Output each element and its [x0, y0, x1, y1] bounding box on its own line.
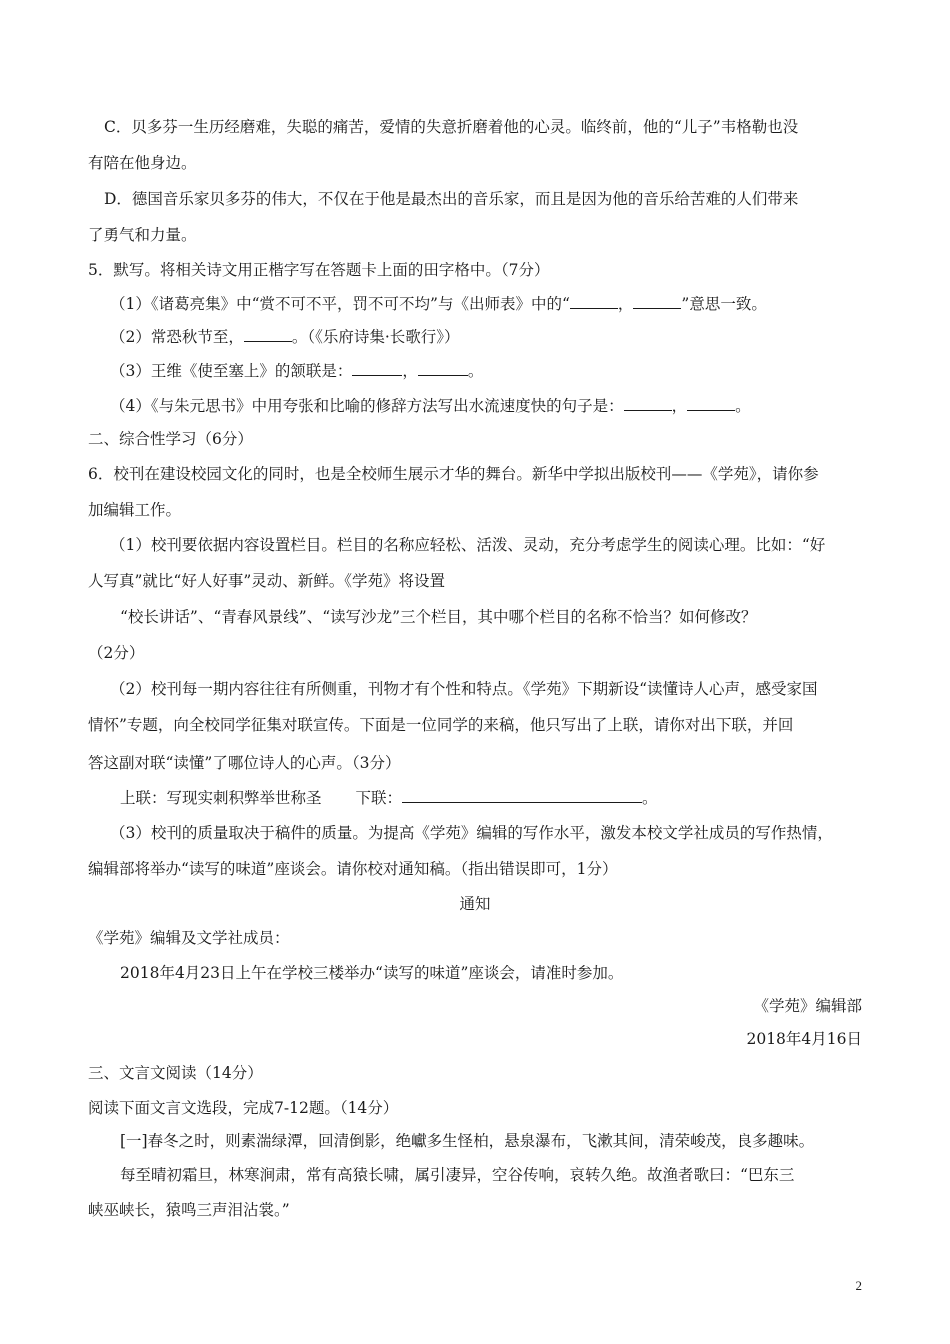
page-number: 2	[855, 1278, 862, 1293]
question-6-2-line3: 答这副对联“读懂”了哪位诗人的心声。（3分）	[88, 754, 401, 772]
option-c-line2: 有陪在他身边。	[88, 154, 197, 172]
question-5-4-text-b: ，	[671, 397, 688, 415]
question-5-3-text-b: ，	[402, 362, 418, 380]
question-6-1-line2: 人写真”就比“好人好事”灵动、新鲜。《学苑》将设置	[88, 572, 446, 590]
question-5-4	[110, 396, 751, 416]
question-6-3-line2: 编辑部将举办“读写的味道”座谈会。请你校对通知稿。（指出错误即可，1分）	[88, 860, 618, 878]
passage-line1: [一]春冬之时，则素湍绿潭，回清倒影，绝巘多生怪柏，悬泉瀑布，飞漱其间，清荣峻茂，良多趣味。	[120, 1132, 815, 1150]
answer-blank[interactable]	[687, 396, 735, 411]
answer-blank[interactable]	[418, 361, 468, 376]
question-5-2-text-b: 。（《乐府诗集·长歌行》）	[291, 328, 460, 346]
answer-blank[interactable]	[570, 294, 618, 309]
question-6-1-line1: （1）校刊要依据内容设置栏目。栏目的名称应轻松、活泼、灵动，充分考虑学生的阅读心理。比如：“好	[110, 536, 826, 554]
question-5-2	[110, 327, 460, 347]
question-5-4-text-a: （4）《与朱元思书》中用夸张和比喻的修辞方法写出水流速度快的句子是：	[110, 397, 624, 415]
section-2-heading: 二、综合性学习（6分）	[88, 430, 253, 448]
question-6-3-line1: （3）校刊的质量取决于稿件的质量。为提高《学苑》编辑的写作水平，激发本校文学社成员的写作热情，	[110, 824, 833, 842]
notice-recipient: 《学苑》编辑及文学社成员：	[88, 929, 290, 947]
question-5-1-text-a: （1）《诸葛亮集》中“赏不可不平，罚不可不均”与《出师表》中的“	[110, 295, 570, 313]
question-6-1-score: （2分）	[88, 644, 145, 662]
passage-line2: 每至晴初霜旦，林寒涧肃，常有高猿长啸，属引凄异，空谷传响，哀转久绝。故渔者歌曰：“巴东三	[120, 1166, 795, 1184]
section-3-intro: 阅读下面文言文选段，完成7-12题。（14分）	[88, 1099, 399, 1117]
section-3-heading: 三、文言文阅读（14分）	[88, 1064, 263, 1082]
answer-blank[interactable]	[633, 294, 681, 309]
answer-blank[interactable]	[244, 327, 292, 342]
notice-title: 通知	[459, 895, 491, 913]
question-5-1	[110, 294, 767, 314]
notice-body: 2018年4月23日上午在学校三楼举办“读写的味道”座谈会，请准时参加。	[120, 964, 624, 982]
question-5-3	[110, 361, 483, 381]
option-d-line1: D．德国音乐家贝多芬的伟大，不仅在于他是最杰出的音乐家，而且是因为他的音乐给苦难的人们带来	[104, 190, 799, 208]
couplet-end: 。	[642, 789, 658, 807]
question-6-line2: 加编辑工作。	[88, 501, 182, 519]
option-c-line1: C．贝多芬一生历经磨难，失聪的痛苦，爱情的失意折磨着他的心灵。临终前，他的“儿子”韦格勒也没	[104, 118, 799, 136]
question-5-3-text-a: （3）王维《使至塞上》的颔联是：	[110, 362, 353, 380]
notice-signature: 《学苑》编辑部	[753, 997, 862, 1015]
answer-blank[interactable]	[352, 361, 402, 376]
answer-blank[interactable]	[402, 788, 642, 803]
question-5-3-text-c: 。	[467, 362, 484, 380]
question-6-1-line3: “校长讲话”、“青春风景线”、“读写沙龙”三个栏目，其中哪个栏目的名称不恰当？如何修改？	[120, 608, 757, 626]
couplet-lower-label: 下联：	[355, 789, 403, 807]
question-6-2-line2: 情怀”专题，向全校同学征集对联宣传。下面是一位同学的来稿，他只写出了上联，请你对出下联，并回	[88, 716, 794, 734]
option-d-line2: 了勇气和力量。	[88, 226, 197, 244]
question-5: 5．默写。将相关诗文用正楷字写在答题卡上面的田字格中。（7分）	[88, 261, 550, 279]
passage-line3: 峡巫峡长，猿鸣三声泪沾裳。”	[88, 1201, 290, 1219]
question-6-2-line1: （2）校刊每一期内容往往有所侧重，刊物才有个性和特点。《学苑》下期新设“读懂诗人心声，感受家国	[110, 680, 818, 698]
couplet-upper: 上联：写现实刺积弊举世称圣	[120, 789, 322, 807]
question-5-2-text-a: （2）常恐秋节至，	[110, 328, 244, 346]
question-6-line1: 6．校刊在建设校园文化的同时，也是全校师生展示才华的舞台。新华中学拟出版校刊——《学苑》，请你参	[88, 465, 819, 483]
question-5-1-text-c: ”意思一致。	[681, 295, 767, 313]
couplet-line	[120, 788, 658, 808]
notice-date: 2018年4月16日	[746, 1030, 862, 1048]
question-5-1-text-b: ，	[617, 295, 634, 313]
question-5-4-text-c: 。	[735, 397, 751, 415]
answer-blank[interactable]	[624, 396, 672, 411]
